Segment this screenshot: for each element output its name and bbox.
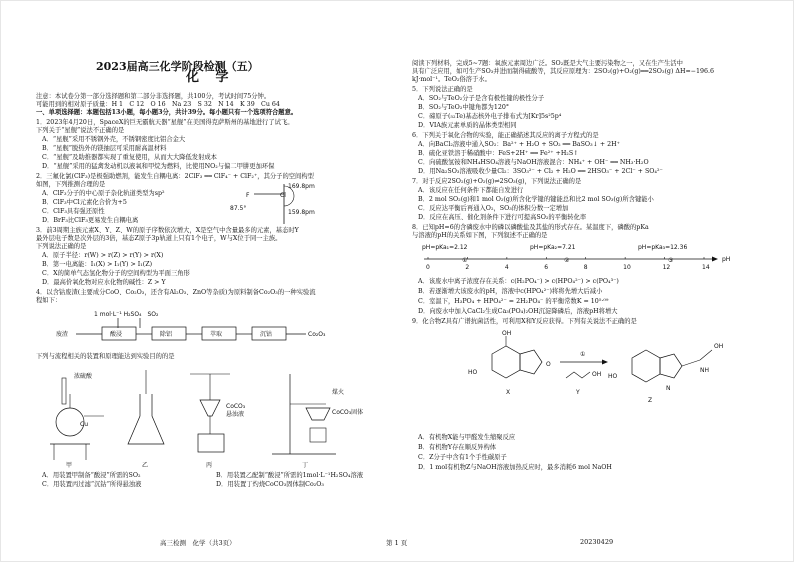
section-heading: 一、单项选择题：本题包括13小题，每小题3分，共计39分。每小题只有一个选项符合题意。 <box>36 109 298 116</box>
q4-option-a: A．用装置甲制备“酸浸”所需的SO₂ <box>42 472 141 479</box>
x-o-label: O <box>546 361 551 368</box>
q8-option-a: A．该废水中离子浓度存在关系：c(H₂PO₄⁻) > c(HPO₄²⁻) > c(PO₄³⁻) <box>418 278 619 285</box>
q2-option-d: D．BrF₃比ClF₃更易发生自耦电离 <box>42 217 139 224</box>
note-line: 可能用到的相对原子质量：H 1 C 12 O 16 Na 23 S 32 N 14 K 39 Cu 64 <box>36 101 280 108</box>
label-jia: 甲 <box>66 462 73 469</box>
q3-stem: 最外层电子数是次外层的3倍，基态Z原子3p轨道上只有1个电子，W与X位于同一主族。 <box>36 235 282 242</box>
right-column <box>412 0 762 562</box>
pka2-label: pH=pKa₂=7.21 <box>530 244 576 251</box>
flow-step: 除铝 <box>160 331 173 338</box>
organic-reaction-figure <box>462 330 752 412</box>
z-n-label: N <box>666 385 671 392</box>
atom-f-label: F <box>246 192 250 199</box>
q6-option-a: A．向BaCl₂溶液中通入SO₂：Ba²⁺ + H₂O + SO₂ ══ BaSO₃↓ + 2H⁺ <box>418 141 620 148</box>
lab-apparatus-figure <box>40 364 380 468</box>
q8-stem: 与溶液的pH的关系如下图，下列叙述不正确的是 <box>412 232 548 239</box>
clf3-structure-figure <box>224 176 324 230</box>
q7-option-c: C．反应达平衡后再通入O₂，SO₃的体积分数一定增加 <box>418 205 569 212</box>
bond-angle: 87.5° <box>230 205 247 212</box>
left-column <box>36 0 392 562</box>
q6-stem: 6．下列关于氧化合物的实验，能正确描述其反应的离子方程式的是 <box>412 132 599 139</box>
q1-stem: 下列关于“星舰”说法不正确的是 <box>36 127 125 134</box>
q3-option-d: D．最高价氧化物对应水化物的碱性：Z > Y <box>42 279 166 286</box>
q5-stem: 5．下列说法正确的是 <box>412 86 473 93</box>
z-label: Z <box>648 397 653 404</box>
q1-option-c: C．“星舰”及助推器都实现了重复使用，从而大大降低发射成本 <box>42 154 217 161</box>
q4-option-d: D．用装置丁灼烧CoCO₃固体制Co₂O₃ <box>216 481 324 488</box>
flow-step: 萃取 <box>210 331 223 338</box>
q1-option-d: D．“星舰”采用的猛禽发动机以液氧和甲烷为燃料，比使用NO₂与偏二甲肼更加环保 <box>42 163 275 170</box>
q8-option-c: C．室温下，H₃PO₄ + HPO₄²⁻ = 2H₂PO₄⁻ 的平衡常数K = 10⁵·⁰⁹ <box>418 298 609 305</box>
q2-option-b: B．ClF₃中Cl元素化合价为+5 <box>42 199 127 206</box>
mark-3: ③ <box>668 257 674 264</box>
x-oh-label: OH <box>502 330 512 337</box>
q5-option-c: C．碲原子(₅₂Te)基态核外电子排布式为[Kr]5s²5p⁴ <box>418 113 562 120</box>
material-intro: 阅读下列材料，完成5~7题：氧族元素周边广泛。SO₂既是大气主要污染物之一，又在生产生活中 <box>412 60 683 67</box>
flow-reagent: 1 mol·L⁻¹ H₂SO₄ SO₂ <box>94 311 159 318</box>
q9-option-c: C．Z分子中含有1个手性碳原子 <box>418 454 507 461</box>
q4-question: 下列与流程相关的装置和原理能达到实验目的的是 <box>36 353 175 360</box>
note-line: 注意：本试卷分第一部分选择题和第二部分非选择题，共100分，考试时间75分钟。 <box>36 93 271 100</box>
q3-stem: 3．前3周期主族元素X、Y、Z、W的原子序数依次增大，X是空气中含量最多的元素，基态时Y <box>36 227 299 234</box>
q4-option-b: B．用装置乙配制“酸浸”所需的1mol·L⁻¹H₂SO₄溶液 <box>216 472 364 479</box>
axis-tick-label: 14 <box>702 264 710 271</box>
axis-tick-label: 8 <box>583 264 588 271</box>
exam-title: 2023届高三化学阶段检测（五） <box>96 60 259 73</box>
z-nh-label: NH <box>700 367 709 374</box>
q6-option-d: D．用Na₂SO₃溶液吸收少量Cl₂：3SO₃²⁻ + Cl₂ + H₂O ══ 2HSO₃⁻ + 2Cl⁻ + SO₄²⁻ <box>418 168 663 175</box>
x-label: X <box>506 389 511 396</box>
q2-option-a: A．ClF₃分子的中心原子杂化轨道类型为sp² <box>42 190 165 197</box>
q1-stem: 1．2023年4月20日，SpaceX的巨无霸航天器“星舰”在美国得克萨斯州的基地进行了试飞。 <box>36 119 294 126</box>
axis-unit: pH <box>722 256 731 263</box>
flow-step: 酸浸 <box>110 331 123 338</box>
subject-title: 化 学 <box>186 70 235 85</box>
y-oh-label: OH <box>592 371 602 378</box>
ph-pka-axis-figure <box>422 242 742 274</box>
q3-option-b: B．第一电离能：I₁(X) > I₁(Y) > I₁(Z) <box>42 261 153 268</box>
mark-2: ② <box>564 257 570 264</box>
q3-stem: 下列说法正确的是 <box>36 243 87 250</box>
q5-option-b: B．SO₂与TeO₂中键角都为120° <box>418 104 509 111</box>
q9-stem: 9．化合物Z具有广谱抗菌活性，可利用X和Y反应获得。下列有关说法不正确的是 <box>412 318 637 325</box>
q8-option-b: B．若逐渐增大该废水的pH，溶液中c(HPO₄²⁻)将将先增大后减小 <box>418 288 603 295</box>
footer-left: 高三检测 化学（共3页） <box>160 539 236 547</box>
page-number: 第 1 页 <box>386 539 408 547</box>
q1-option-b: B．“星舰”脱热外的镁抽层可采用耐高温材料 <box>42 145 167 152</box>
q4-option-c: C．用装置丙过滤“沉钴”所得悬浊液 <box>42 481 142 488</box>
q4-stem: 程如下： <box>36 297 62 304</box>
z-ho-label: HO <box>608 373 618 380</box>
axis-tick-label: 10 <box>623 264 631 271</box>
label-fire: 煤火 <box>332 389 345 396</box>
q3-option-c: C．X的简单气态氢化物分子的空间构型为平面三角形 <box>42 270 190 277</box>
footer-date: 20230429 <box>580 538 614 546</box>
label-conc-sulfuric: 浓硫酸 <box>74 373 93 380</box>
label-bing: 丙 <box>206 462 213 469</box>
label-cu: Cu <box>80 421 88 428</box>
label-suspension: 悬浊液 <box>226 411 245 418</box>
axis-tick-label: 2 <box>465 264 470 271</box>
bond-length-1: 169.8pm <box>288 183 315 190</box>
q7-option-a: A．该反应在任何条件下都能自发进行 <box>418 187 524 194</box>
q7-stem: 7．对于反应2SO₂(g)+O₂(g)⇌2SO₃(g)，下列说法正确的是 <box>412 178 582 185</box>
cobalt-process-flowchart <box>54 308 354 348</box>
q6-option-b: B．硫化亚铁溶于稀硝酸中：FeS+2H⁺ ══ Fe²⁺ +H₂S↑ <box>418 150 579 157</box>
material-intro: kJ·mol⁻¹。TeO₂俗溶于水。 <box>412 76 491 83</box>
q7-option-b: B．2 mol SO₂(g)和1 mol O₂(g)所含化学键的键能总和比2 mol SO₃(g)所含键能小 <box>418 196 654 203</box>
pka1-label: pH=pKa₁=2.12 <box>422 244 468 251</box>
flow-step: 沉钴 <box>260 331 273 338</box>
pka3-label: pH=pKa₃=12.36 <box>638 244 688 251</box>
flow-start: 废渣 <box>56 331 69 338</box>
atom-cl-label: Cl <box>280 192 286 199</box>
q9-option-b: B．有机物Y存在顺反异构体 <box>418 444 497 451</box>
q3-option-a: A．原子半径：r(W) > r(Z) > r(Y) > r(X) <box>42 252 164 259</box>
z-oh-label: OH <box>714 343 724 350</box>
q1-option-a: A．“星舰”采用不锈钢外壳，不锈钢密度比铝合金大 <box>42 136 186 143</box>
axis-tick-label: 4 <box>504 264 509 271</box>
q2-stem: 2．三氟化氯(ClF₃)是极强助燃剂，能发生自耦电离：2ClF₃ ══ ClF₄⁻ + ClF₂⁺，其分子的空间构型 <box>36 173 314 180</box>
q8-option-d: D．向废水中加入CaCl₂生成Ca₃(PO₄)₂OH沉淀降磷后，溶液pH将增大 <box>418 308 618 315</box>
q7-option-d: D．反应在高压、催化剂条件下进行可提高SO₂的平衡转化率 <box>418 214 587 221</box>
flow-end: Co₂O₃ <box>308 331 326 338</box>
q2-option-c: C．ClF₃具有强还原性 <box>42 208 105 215</box>
label-yi: 乙 <box>142 462 149 469</box>
q9-option-a: A．有机物X能与甲醛发生缩聚反应 <box>418 434 516 441</box>
q2-stem: 如图，下列推测合理的是 <box>36 181 106 188</box>
label-coco3: CoCO₃ <box>226 403 246 410</box>
q5-option-d: D．VIA族元素单质的晶体类型相同 <box>418 122 517 129</box>
step-label: ① <box>580 351 586 358</box>
q9-option-d: D．1 mol有机物Z与NaOH溶液加热反应时，最多消耗6 mol NaOH <box>418 464 612 471</box>
y-label: Y <box>576 389 580 396</box>
axis-tick-label: 0 <box>426 264 430 271</box>
label-ding: 丁 <box>302 462 309 469</box>
q5-option-a: A．SO₂与TeO₂分子是含有极性键的极性分子 <box>418 95 545 102</box>
bond-length-2: 159.8pm <box>288 209 315 216</box>
mark-1: ① <box>462 257 468 264</box>
axis-tick-label: 12 <box>662 264 671 271</box>
axis-tick-label: 6 <box>544 264 549 271</box>
label-coco3-solid: CoCO₃固体 <box>332 409 364 416</box>
x-ho-label: HO <box>468 369 478 376</box>
q8-stem: 8．已知pH=6的含磷废水中的磷以磷酸盐及其盐的形式存在。某温度下，磷酸的pKa <box>412 224 649 231</box>
material-intro: 具有广泛应用，如可生产SO₃并进而制得硫酸等，其反应原理为：2SO₂(g)+O₂(g)══2SO₃(g) ΔH=−196.6 <box>412 68 715 75</box>
q6-option-c: C．向硫酸氢铵和NH₄HSO₄溶液与NaOH溶液混合：NH₄⁺ + OH⁻ ══ NH₃·H₂O <box>418 159 649 166</box>
q4-stem: 4．以含钴废渣(主要成分CoO、Co₂O₃，还含有Al₂O₃、ZnO等杂质)为原料制备Co₂O₃的一种实验流 <box>36 289 316 296</box>
